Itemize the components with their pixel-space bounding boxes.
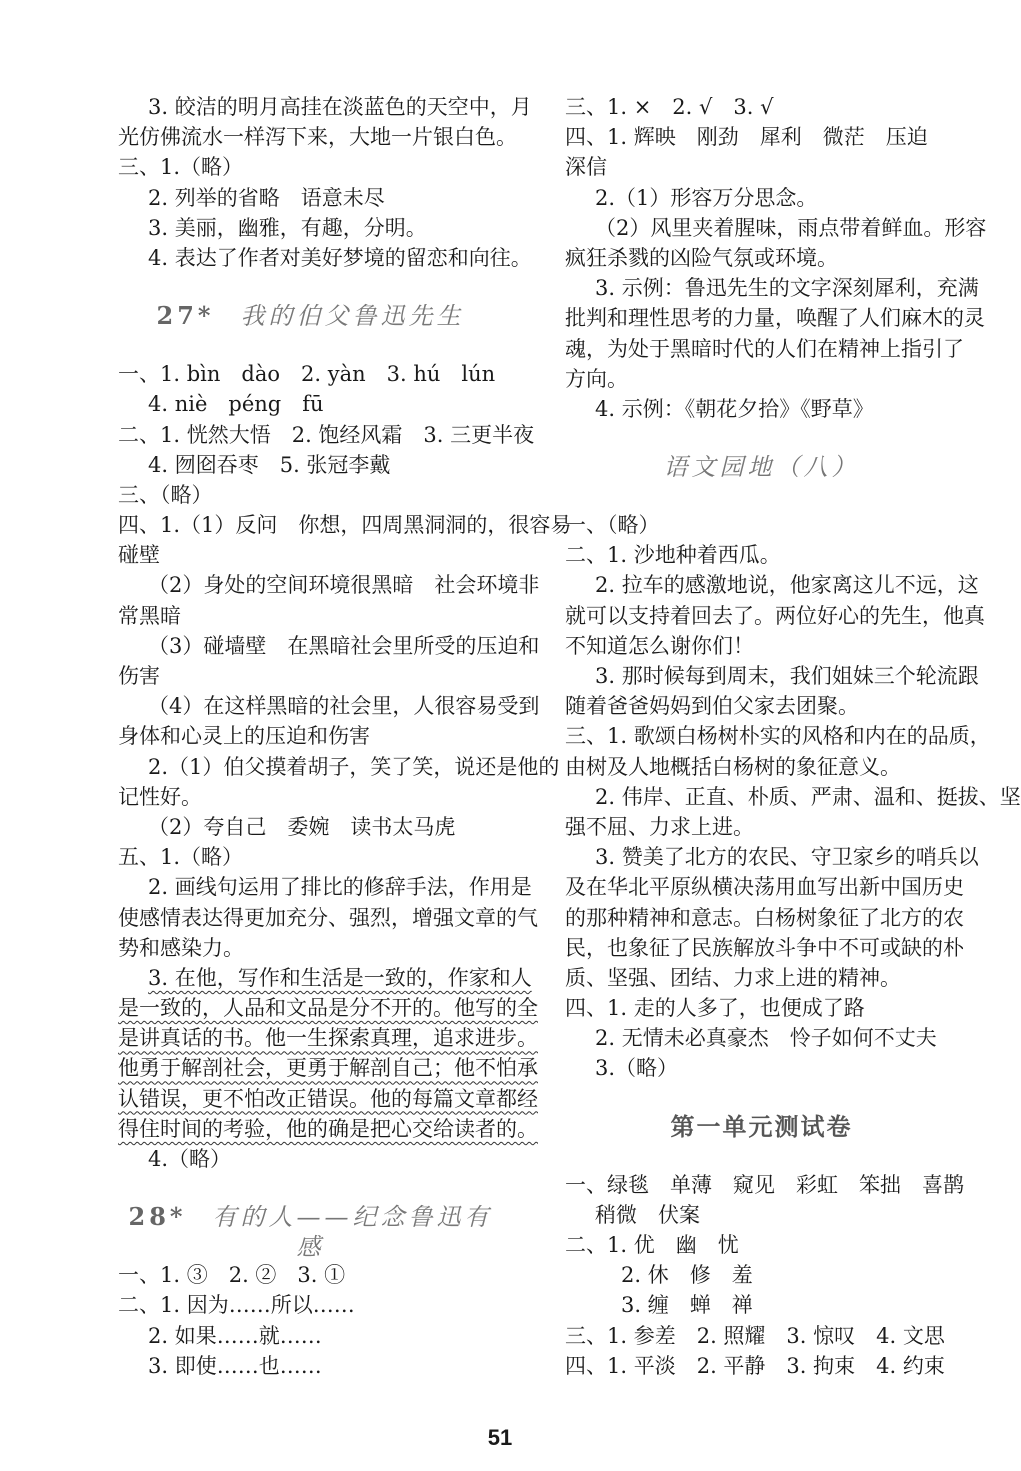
answer-text: 2. 拉车的感激地说，他家离这儿不远，这	[595, 573, 979, 598]
answer-line	[118, 1023, 538, 1053]
spacer	[565, 482, 958, 510]
answer-text: 四、1.（1）反问 你想，四周黑洞洞的，很容易	[118, 513, 572, 538]
answer-line	[118, 359, 503, 389]
spacer	[565, 1084, 958, 1112]
underlined-text: 得住时间的考验，他的确是把心交给读者的。	[118, 1116, 538, 1141]
answer-text: 的那种精神和意志。白杨树象征了北方的农	[565, 905, 964, 930]
lesson-number: 27*	[156, 301, 215, 331]
answer-text: 4. 示例：《朝花夕拾》《野草》	[595, 396, 874, 421]
answer-line	[565, 842, 979, 872]
left-column	[118, 92, 572, 1381]
answer-text: 三、1. 参差 2. 照耀 3. 惊叹 4. 文思	[565, 1323, 945, 1348]
answer-text: 强不屈、力求上进。	[565, 814, 754, 839]
answer-line	[565, 661, 979, 691]
answer-line	[565, 933, 964, 963]
answer-line	[118, 1351, 503, 1381]
answer-line	[118, 480, 503, 510]
answer-line	[118, 1053, 538, 1083]
answer-text: 就可以支持着回去了。两位好心的先生，他真	[565, 603, 985, 628]
section-title	[565, 452, 958, 482]
answer-text: 2. 伟岸、正直、朴质、严肃、温和、挺拔、坚	[595, 784, 1021, 809]
answer-text: 质、坚强、团结、力求上进的精神。	[565, 965, 901, 990]
answer-text: 4. 囫囵吞枣 5. 张冠李戴	[148, 452, 391, 477]
answer-text: 民，也象征了民族解放斗争中不可或缺的朴	[565, 935, 964, 960]
answer-line	[565, 273, 979, 303]
answer-text: 二、1. 因为……所以……	[118, 1293, 355, 1318]
answer-line	[565, 1200, 958, 1230]
answer-line	[118, 842, 503, 872]
answer-line	[565, 1290, 958, 1320]
answer-text: 3. 皎洁的明月高挂在淡蓝色的天空中，月	[148, 95, 532, 119]
answer-text: 由树及人地概括白杨树的象征意义。	[565, 754, 901, 779]
answer-line	[118, 691, 540, 721]
spacer	[565, 1142, 958, 1170]
answer-line	[118, 122, 517, 152]
answer-text: 碰壁	[118, 543, 160, 568]
answer-text: 四、1. 辉映 刚劲 犀利 微茫 压迫	[565, 125, 928, 150]
underlined-text: 他勇于解剖社会，更勇于解剖自己；他不怕承	[118, 1056, 538, 1081]
answer-line	[565, 243, 958, 273]
answer-line	[118, 213, 503, 243]
spacer	[118, 1174, 503, 1202]
answer-text: 三、1. × 2. √ 3. √	[565, 95, 774, 119]
answer-line	[118, 721, 503, 751]
answer-line	[118, 152, 503, 182]
answer-text: 3. 缠 蝉 禅	[621, 1293, 753, 1318]
answer-text: 光仿佛流水一样泻下来，大地一片银白色。	[118, 125, 517, 150]
answer-text: 深信	[565, 155, 607, 180]
answer-text: 随着爸爸妈妈到伯父家去团聚。	[565, 694, 859, 719]
underlined-text: 是讲真话的书。他一生探索真理，追求进步。	[118, 1026, 538, 1051]
answer-text: （2）身处的空间环境很黑暗 社会环境非	[148, 573, 540, 598]
answer-line	[118, 601, 503, 631]
answer-line	[118, 420, 535, 450]
answer-text: 2. 如果……就……	[148, 1323, 322, 1348]
answer-text: 2.（1）伯父摸着胡子，笑了笑，说还是他的	[148, 754, 560, 779]
answer-line	[118, 782, 503, 812]
answer-line	[565, 1230, 958, 1260]
answer-text: 3. 示例：鲁迅先生的文字深刻犀利，充满	[595, 276, 979, 301]
answer-text: 4. niè péng fū	[148, 392, 324, 417]
answer-text: （2）风里夹着腥味，雨点带着鲜血。形容	[595, 215, 987, 240]
answer-line	[565, 601, 985, 631]
answer-line	[565, 691, 958, 721]
answer-text: （2）夸自己 委婉 读书太马虎	[148, 814, 456, 839]
answer-text: 一、1. bìn dào 2. yàn 3. hú lún	[118, 362, 496, 387]
answer-text: 魂，为处于黑暗时代的人们在精神上指引了	[565, 336, 964, 361]
spacer	[118, 273, 503, 301]
answer-text: 二、1. 沙地种着西瓜。	[565, 543, 781, 568]
answer-line	[565, 1321, 958, 1351]
answer-text: （4）在这样黑暗的社会里，人很容易受到	[148, 694, 540, 719]
answer-line	[118, 903, 538, 933]
lesson-number: 28*	[128, 1202, 187, 1232]
answer-text: 一、（略）	[565, 513, 660, 538]
answer-line	[118, 510, 572, 540]
answer-text: 3. 那时候每到周末，我们姐妹三个轮流跟	[595, 664, 979, 688]
answer-line	[565, 510, 958, 540]
answer-line	[118, 752, 560, 782]
answer-text: 方向。	[565, 366, 628, 391]
answer-line	[565, 1053, 958, 1083]
answer-line	[565, 963, 958, 993]
answer-line	[565, 1351, 958, 1381]
answer-line	[565, 92, 958, 122]
answer-line	[565, 1170, 964, 1200]
answer-text: 四、1. 走的人多了，也便成了路	[565, 996, 865, 1021]
answer-line	[118, 933, 503, 963]
answer-line	[565, 570, 979, 600]
answer-text: 三、（略）	[118, 482, 213, 507]
answer-line	[118, 872, 532, 902]
answer-text: 五、1.（略）	[118, 845, 244, 870]
section-title-text: 有的人——纪念鲁迅有感	[212, 1203, 493, 1262]
section-title	[118, 301, 503, 331]
answer-text: 批判和理性思考的力量，唤醒了人们麻木的灵	[565, 306, 985, 331]
answer-line	[565, 782, 1021, 812]
answer-line	[118, 993, 538, 1023]
answer-line	[118, 389, 503, 419]
answer-line	[118, 1260, 503, 1290]
page-number: 51	[487, 1425, 513, 1450]
answer-text: 身体和心灵上的压迫和伤害	[118, 724, 370, 749]
spacer	[118, 331, 503, 359]
answer-text: 二、1. 优 幽 忧	[565, 1233, 739, 1257]
answer-line	[565, 122, 958, 152]
answer-text: 二、1. 恍然大悟 2. 饱经风霜 3. 三更半夜	[118, 422, 535, 447]
answer-text: 不知道怎么谢你们！	[565, 633, 754, 658]
answer-line	[118, 92, 532, 122]
section-title-text: 我的伯父鲁迅先生	[240, 302, 465, 331]
underlined-text: 认错误，更不怕改正错误。他的每篇文章都经	[118, 1086, 538, 1111]
answer-line	[565, 903, 964, 933]
answer-line	[118, 450, 503, 480]
answer-text: 3. 赞美了北方的农民、守卫家乡的哨兵以	[595, 845, 979, 870]
answer-line	[565, 183, 958, 213]
section-title	[565, 1112, 958, 1142]
answer-line	[565, 872, 964, 902]
answer-text: 2. 画线句运用了排比的修辞手法，作用是	[148, 875, 532, 900]
answer-line	[118, 1321, 503, 1351]
answer-line	[565, 752, 958, 782]
answer-text: 三、1. 歌颂白杨树朴实的风格和内在的品质，	[565, 724, 991, 749]
answer-line	[118, 243, 532, 273]
answer-line	[565, 540, 958, 570]
answer-text: 疯狂杀戮的凶险气氛或环境。	[565, 245, 838, 270]
answer-line	[118, 963, 532, 993]
answer-text: 记性好。	[118, 784, 202, 809]
answer-line	[565, 213, 987, 243]
answer-line	[565, 1260, 958, 1290]
answer-line	[565, 152, 958, 182]
answer-line	[565, 993, 958, 1023]
answer-line	[118, 570, 540, 600]
answer-line	[565, 812, 958, 842]
answer-line	[565, 364, 958, 394]
answer-line	[118, 1114, 538, 1144]
answer-line	[118, 812, 503, 842]
answer-line	[565, 303, 985, 333]
answer-line	[565, 1023, 958, 1053]
answer-text: 一、1. ③ 2. ② 3. ①	[118, 1263, 346, 1288]
answer-line	[118, 1144, 503, 1174]
underlined-text: 是一致的，人品和文品是分不开的。他写的全	[118, 996, 538, 1021]
answer-line	[118, 540, 503, 570]
answer-text: 2. 列举的省略 语意未尽	[148, 185, 385, 210]
spacer	[565, 424, 958, 452]
answer-text: 势和感染力。	[118, 935, 244, 960]
answer-text: 2. 休 修 羞	[621, 1263, 753, 1288]
underlined-text: 3. 在他，写作和生活是一致的，作家和人	[148, 965, 532, 990]
answer-line	[118, 1290, 503, 1320]
section-title-text: 语文园地（八）	[663, 453, 860, 482]
answer-text: 伤害	[118, 664, 160, 688]
right-column	[565, 92, 1021, 1381]
answer-text: 常黑暗	[118, 603, 181, 628]
answer-line	[565, 334, 964, 364]
answer-text: 3. 即使……也……	[148, 1353, 322, 1378]
answer-line	[118, 661, 503, 691]
answer-line	[118, 183, 503, 213]
answer-text: 2.（1）形容万分思念。	[595, 185, 818, 210]
answer-text: 稍微 伏案	[595, 1202, 700, 1227]
answer-text: 3. 美丽，幽雅，有趣，分明。	[148, 215, 427, 240]
answer-text: （3）碰墙壁 在黑暗社会里所受的压迫和	[148, 633, 540, 658]
answer-text: 2. 无情未必真豪杰 怜子如何不丈夫	[595, 1026, 937, 1051]
answer-text: 4. 表达了作者对美好梦境的留恋和向往。	[148, 245, 532, 270]
answer-line	[118, 631, 540, 661]
answer-text: 及在华北平原纵横决荡用血写出新中国历史	[565, 875, 964, 900]
answer-line	[565, 394, 958, 424]
answer-text: 4.（略）	[148, 1147, 232, 1171]
answer-line	[118, 1084, 538, 1114]
answer-text: 3.（略）	[595, 1056, 679, 1081]
answer-line	[565, 721, 991, 751]
section-title-text: 第一单元测试卷	[670, 1111, 853, 1141]
answer-text: 四、1. 平淡 2. 平静 3. 拘束 4. 约束	[565, 1353, 945, 1378]
answer-line	[565, 631, 958, 661]
section-title	[118, 1202, 503, 1262]
answer-text: 一、绿毯 单薄 窥见 彩虹 笨拙 喜鹊	[565, 1172, 964, 1197]
answer-text: 使感情表达得更加充分、强烈，增强文章的气	[118, 905, 538, 930]
answer-text: 三、1.（略）	[118, 155, 244, 180]
